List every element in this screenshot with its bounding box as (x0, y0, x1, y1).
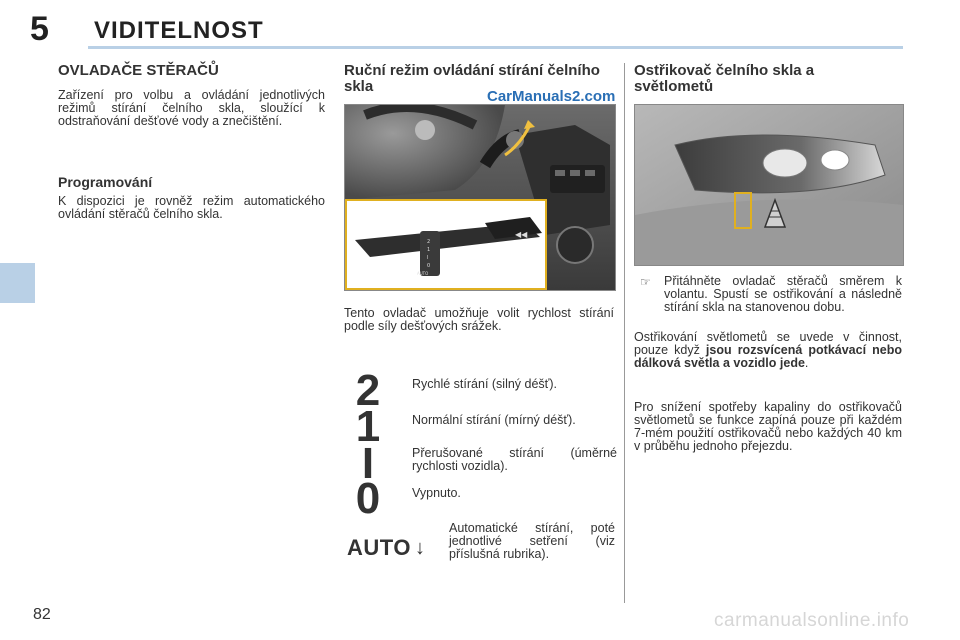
wiper-stalk-photo (344, 104, 616, 291)
auto-symbol (347, 535, 425, 561)
svg-text:2: 2 (427, 239, 431, 245)
headlamp-washer-period: . (804, 356, 809, 370)
headlamp-washer-paragraph (634, 331, 902, 370)
svg-text:◀◀: ◀◀ (515, 230, 528, 239)
column-divider (624, 63, 625, 603)
svg-text:0: 0 (427, 263, 431, 269)
auto-label: AUTO (347, 535, 411, 560)
intermittent-icon: I (361, 439, 375, 488)
control-description: Tento ovladač umožňuje volit rychlost stírání podle síly dešťových srážek. (344, 306, 614, 333)
headlamp-washer-text: Ostřikování světlometů se uvede v činnost, pouze když (634, 330, 902, 357)
intro-paragraph: Zařízení pro volbu a ovládání jednotlivých režimů stírání čelního skla, sloužící k odstraňování dešťové vody a znečištění. (58, 88, 325, 128)
speed-1-text: Normální stírání (mírný déšť). (412, 413, 576, 427)
headlamp-washer-condition: jsou rozsvícená potkávací nebo dálková světla a vozidlo jede (634, 343, 902, 370)
page-number: 82 (33, 606, 51, 623)
pointing-hand-icon: ☞ (640, 275, 651, 289)
speed-1-icon: 1 (355, 402, 381, 451)
carmanuals-watermark-logo: CarManuals2.com (487, 88, 616, 105)
chapter-number: 5 (30, 10, 49, 48)
off-text: Vypnuto. (412, 486, 461, 500)
site-watermark: carmanualsonline.info (714, 610, 910, 631)
svg-text:I: I (427, 255, 429, 261)
chapter-side-tab (0, 263, 35, 303)
header-rule (88, 46, 903, 49)
headlamp-photo (634, 104, 904, 266)
chapter-title: VIDITELNOST (94, 17, 264, 44)
speed-2-icon: 2 (355, 366, 381, 415)
section-heading-manual-mode: Ruční režim ovládání stírání čelního skla (344, 62, 600, 95)
auto-text: Automatické stírání, poté jednotlivé setření (viz příslušná rubrika). (449, 521, 615, 561)
washer-instruction-text: Přitáhněte ovladač stěračů směrem k volantu. Spustí se ostřikování a následně stírání skla na stanovenou dobu. (664, 274, 902, 314)
programming-paragraph: K dispozici je rovněž režim automatického ovládání stěračů čelního skla. (58, 194, 325, 221)
speed-2-text: Rychlé stírání (silný déšť). (412, 377, 558, 391)
svg-text:AUTO: AUTO (417, 271, 429, 276)
svg-text:1: 1 (427, 247, 431, 253)
brand-badge-icon (415, 120, 435, 140)
section-heading-washer: Ostřikovač čelního skla a světlometů (634, 62, 815, 95)
down-arrow-icon: ↓ (414, 536, 425, 559)
off-icon: 0 (355, 474, 381, 523)
section-heading-wipers: OVLADAČE STĚRAČŮ (58, 62, 219, 79)
programming-heading: Programování (58, 174, 153, 190)
intermittent-text: Přerušované stírání (úměrné rychlosti vozidla). (412, 446, 617, 473)
fluid-saving-paragraph: Pro snížení spotřeby kapaliny do ostřikovačů světlometů se funkce zapíná pouze při každém 7-mém použití ostřikovačů nebo každých 40 km v průběhu jednoho přejezdu. (634, 400, 902, 453)
washer-instruction (640, 275, 902, 314)
